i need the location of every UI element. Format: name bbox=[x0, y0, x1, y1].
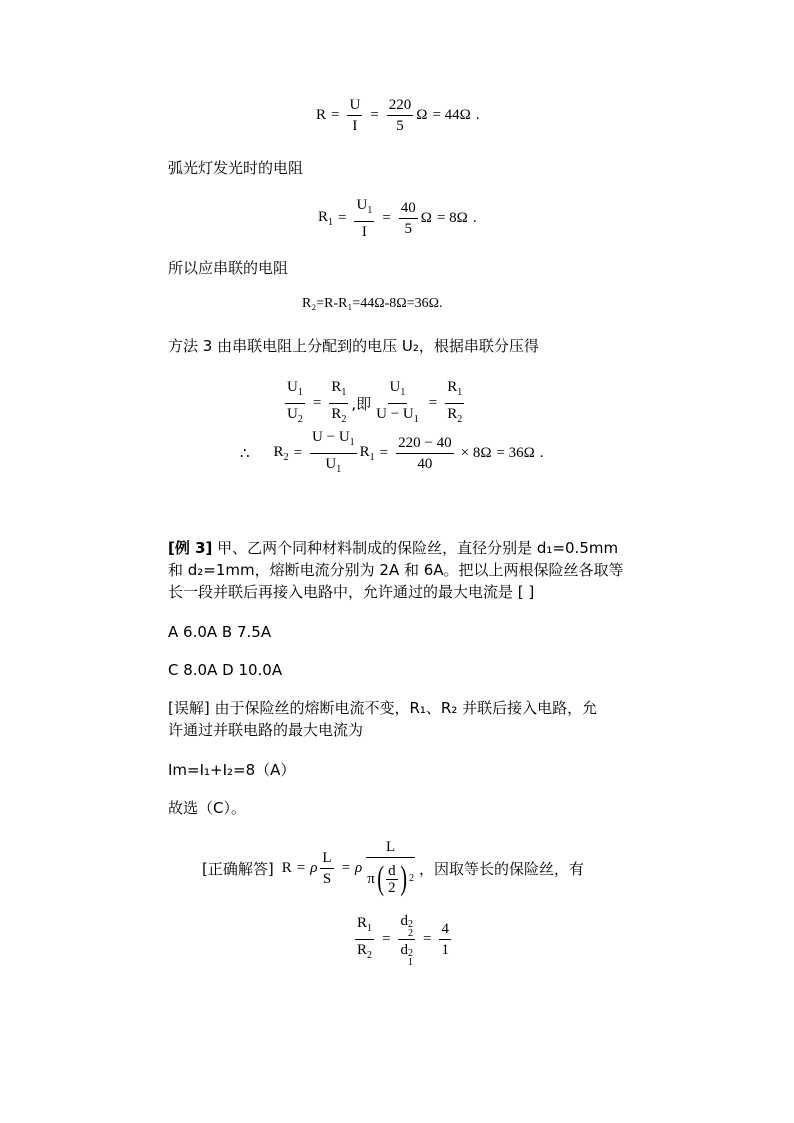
denominator: $R_2$ bbox=[447, 406, 463, 425]
numerator: 220 bbox=[387, 96, 414, 116]
eq-symbol: = bbox=[312, 395, 322, 411]
equation-resistance-ratio bbox=[352, 912, 454, 967]
fraction bbox=[439, 920, 451, 959]
numerator: L bbox=[320, 849, 333, 869]
answer-choice: 故选（C）。 bbox=[168, 799, 246, 817]
fraction bbox=[320, 849, 333, 888]
eq-symbol: ρ bbox=[355, 860, 363, 876]
numerator: $U_1$ bbox=[388, 378, 408, 404]
denominator: 5 bbox=[404, 221, 413, 237]
options-c-d: C 8.0A D 10.0A bbox=[168, 661, 283, 679]
example-3-line-2: 和 d₂=1mm，熔断电流分别为 2A 和 6A。把以上两根保险丝各取等 bbox=[168, 561, 624, 579]
eq-symbol: . bbox=[475, 107, 480, 123]
fraction bbox=[399, 199, 418, 238]
eq-symbol: Ω bbox=[416, 107, 428, 123]
eq-text: ,即 bbox=[351, 395, 372, 413]
eq-symbol: $R_1$ bbox=[318, 209, 334, 228]
example-3-line-1 bbox=[168, 538, 618, 558]
numerator: $U - U_1$ bbox=[310, 428, 357, 454]
denominator: S bbox=[322, 871, 332, 887]
wrong-solution-line-1: [误解] 由于保险丝的熔断电流不变，R₁、R₂ 并联后接入电路，允 bbox=[168, 699, 598, 717]
numerator: $U_1$ bbox=[285, 378, 305, 404]
eq-symbol: × 8Ω bbox=[460, 445, 492, 461]
wrong-solution-line-2: 许通过并联电路的最大电流为 bbox=[168, 721, 364, 739]
eq-symbol: $R_1$ bbox=[359, 444, 375, 463]
example-3-line-3: 长一段并联后再接入电路中，允许通过的最大电流是 [ ] bbox=[168, 583, 535, 601]
numerator: U bbox=[347, 96, 362, 116]
eq-symbol: = bbox=[428, 395, 438, 411]
fraction bbox=[354, 196, 374, 241]
denominator: $U_2$ bbox=[287, 406, 303, 425]
eq-symbol: R bbox=[281, 860, 292, 876]
fraction bbox=[285, 378, 305, 429]
numerator: $U_1$ bbox=[354, 196, 374, 222]
eq-symbol: = bbox=[341, 860, 351, 876]
equation-r2-calc bbox=[240, 428, 544, 479]
numerator: 4 bbox=[439, 920, 451, 940]
numerator: 40 bbox=[399, 199, 418, 219]
equation-resistance-total bbox=[316, 96, 480, 135]
fraction bbox=[374, 378, 421, 429]
denominator: I bbox=[352, 118, 358, 134]
numerator: d 2 2 bbox=[400, 913, 413, 939]
eq-symbol: = bbox=[293, 445, 303, 461]
eq-symbol: Ω bbox=[420, 210, 432, 226]
eq-symbol: $R_2$ bbox=[273, 444, 289, 463]
eq-symbol: = bbox=[422, 931, 432, 947]
eq-symbol: = bbox=[296, 860, 306, 876]
equation-r2: R₂=R-R₁=44Ω-8Ω=36Ω. bbox=[302, 296, 443, 311]
example-label: [例 3] bbox=[168, 539, 213, 557]
eq-symbol: ρ bbox=[310, 860, 318, 876]
fraction bbox=[445, 378, 464, 429]
eq-symbol: = bbox=[338, 210, 347, 226]
equation-voltage-ratio bbox=[282, 378, 467, 429]
eq-symbol: = bbox=[379, 445, 389, 461]
fraction bbox=[329, 378, 348, 429]
correct-label: [正确解答] bbox=[202, 860, 274, 878]
options-a-b: A 6.0A B 7.5A bbox=[168, 623, 272, 641]
denominator: I bbox=[361, 224, 367, 240]
denominator: π ( $\frac{d}{2}$ ) 2 bbox=[367, 860, 414, 897]
denominator: $R_2$ bbox=[331, 406, 347, 425]
fraction bbox=[347, 96, 362, 135]
denominator: 5 bbox=[396, 118, 404, 134]
eq-symbol: R bbox=[316, 107, 327, 123]
fraction bbox=[365, 838, 416, 899]
denominator: $U_1$ bbox=[325, 456, 342, 475]
fraction bbox=[396, 434, 453, 473]
numerator: $R_1$ bbox=[329, 378, 348, 404]
numerator: $R_1$ bbox=[445, 378, 464, 404]
denominator: 40 bbox=[417, 456, 433, 472]
numerator: $R_1$ bbox=[355, 914, 374, 940]
fraction bbox=[355, 914, 374, 965]
eq-symbol: = bbox=[331, 107, 340, 123]
therefore-symbol: ∴ bbox=[240, 446, 250, 462]
fraction bbox=[398, 912, 415, 967]
correct-text: ，因取等长的保险丝，有 bbox=[418, 860, 584, 878]
denominator: $R_2$ bbox=[357, 942, 373, 961]
fraction bbox=[310, 428, 357, 479]
eq-result: = 8Ω bbox=[436, 210, 468, 226]
denominator: 1 bbox=[441, 942, 449, 958]
eq-symbol: = bbox=[382, 210, 391, 226]
denominator: d 2 1 bbox=[400, 942, 413, 968]
numerator: L bbox=[366, 838, 415, 858]
eq-result: = 44Ω bbox=[432, 107, 471, 123]
max-current-equation: Im=I₁+I₂=8（A） bbox=[168, 761, 296, 779]
eq-symbol: . bbox=[472, 210, 477, 226]
example-text: 甲、乙两个同种材料制成的保险丝，直径分别是 d₁=0.5mm bbox=[212, 539, 619, 557]
paragraph-method-3: 方法 3 由串联电阻上分配到的电压 U₂，根据串联分压得 bbox=[168, 337, 539, 355]
eq-symbol: . bbox=[539, 445, 544, 461]
eq-symbol: = bbox=[382, 931, 391, 947]
paragraph-series-resistor: 所以应串联的电阻 bbox=[168, 259, 289, 277]
paragraph-arc-lamp: 弧光灯发光时的电阻 bbox=[168, 159, 304, 177]
eq-result: = 36Ω bbox=[496, 445, 535, 461]
denominator: $U - U_1$ bbox=[376, 406, 419, 425]
equation-resistance-lamp bbox=[318, 196, 477, 241]
eq-symbol: = bbox=[370, 107, 379, 123]
fraction bbox=[387, 96, 414, 135]
numerator: 220 − 40 bbox=[396, 434, 453, 454]
correct-solution-line bbox=[202, 838, 584, 899]
